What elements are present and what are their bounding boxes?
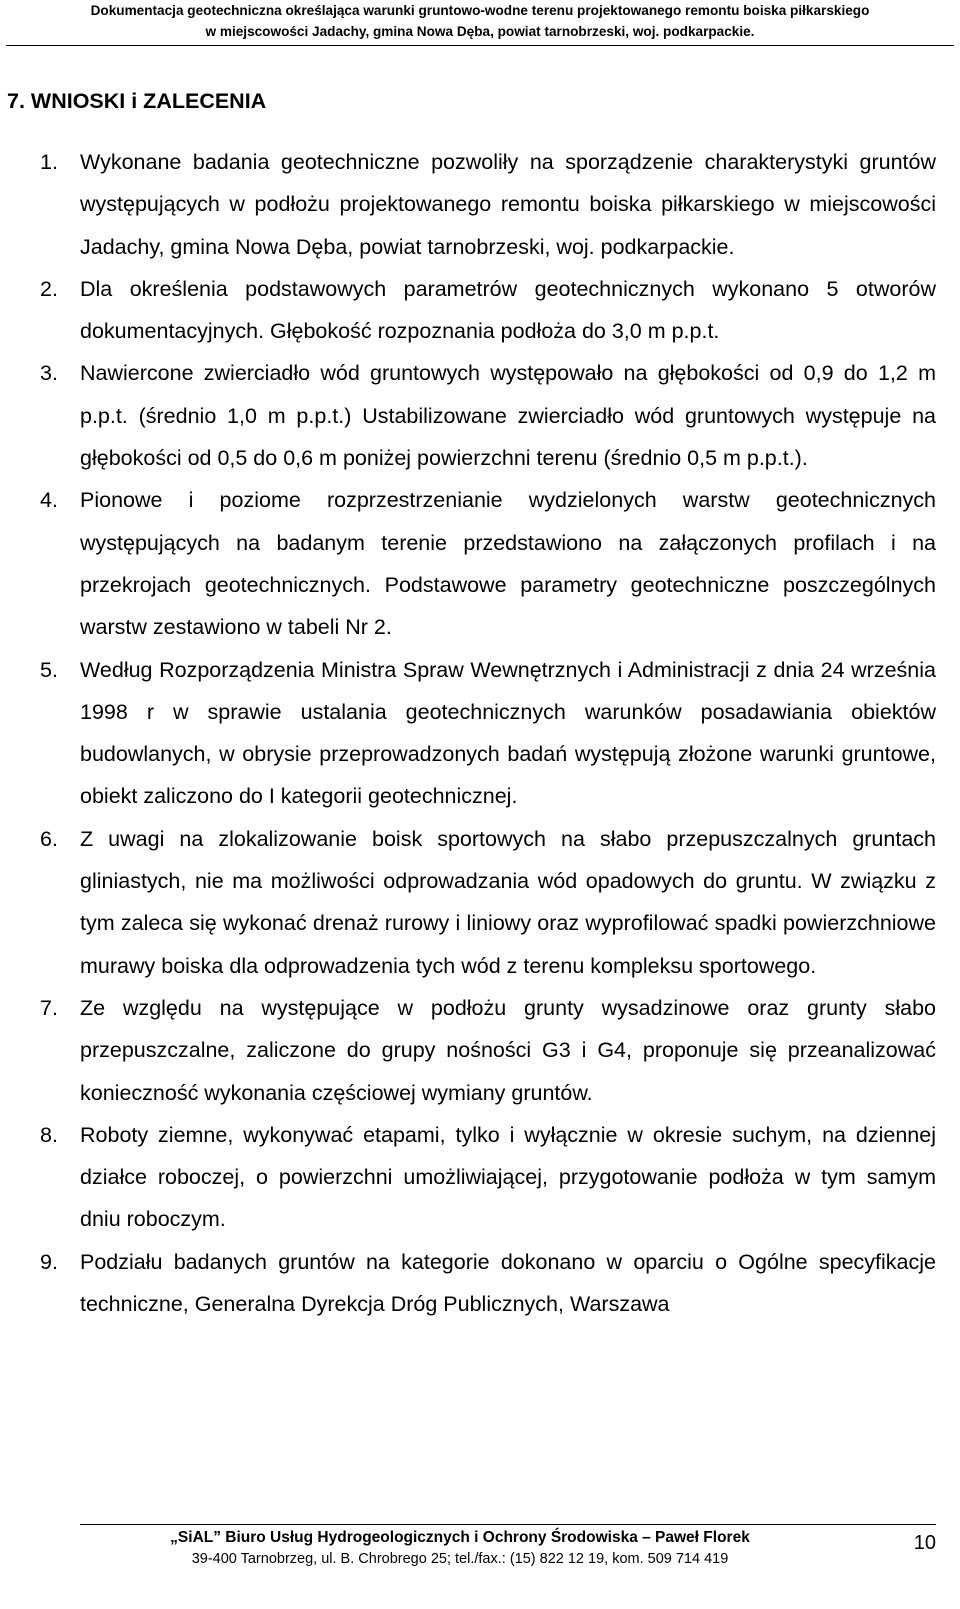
list-item-2 <box>0 268 936 353</box>
list-item-6 <box>0 818 936 987</box>
item-number: 5. <box>40 657 58 682</box>
page-header <box>0 0 960 48</box>
item-text: Roboty ziemne, wykonywać etapami, tylko i wyłącznie w okresie suchym, na dziennej działce roboczej, o powierzchni umożliwiającej, przygotowanie podłoża w tym samym dniu roboczym. <box>80 1122 936 1232</box>
item-text: Pionowe i poziome rozprzestrzenianie wydzielonych warstw geotechnicznych występujących na badanym terenie przedstawiono na załączonych profilach i na przekrojach geotechnicznych. Podstawowe parametry geotechniczne poszczególnych warstw zestawiono w tabeli Nr 2. <box>80 488 936 640</box>
page-number: 10 <box>913 1532 936 1554</box>
item-text: Dla określenia podstawowych parametrów geotechnicznych wykonano 5 otworów dokumentacyjnych. Głębokość rozpoznania podłoża do 3,0 m p.p.t. <box>80 276 936 344</box>
conclusions-list <box>0 141 960 1325</box>
item-text: Nawiercone zwierciadło wód gruntowych występowało na głębokości od 0,9 do 1,2 m p.p.t. (średnio 1,0 m p.p.t.) Ustabilizowane zwierciadło wód gruntowych występuje na głębokości od 0,5 do 0,6 m poniżej powierzchni terenu (średnio 0,5 m p.p.t.). <box>80 361 936 471</box>
list-item-9 <box>0 1241 936 1326</box>
item-text: Według Rozporządzenia Ministra Spraw Wewnętrznych i Administracji z dnia 24 września 1998 r w sprawie ustalania geotechnicznych warunków posadawiania obiektów budowlanych, w obrysie przeprowadzonych badań występują złożone warunki gruntowe, obiekt zaliczono do I kategorii geotechnicznej. <box>80 657 936 809</box>
header-line-2: w miejscowości Jadachy, gmina Nowa Dęba, powiat tarnobrzeski, woj. podkarpackie. <box>205 24 755 39</box>
list-item-5 <box>0 649 936 818</box>
item-text: Podziału badanych gruntów na kategorie dokonano w oparciu o Ogólne specyfikacje techniczne, Generalna Dyrekcja Dróg Publicznych, Warszawa <box>80 1249 936 1317</box>
item-text: Ze względu na występujące w podłożu grunty wysadzinowe oraz grunty słabo przepuszczalne, zaliczone do grupy nośności G3 i G4, proponuje się przeanalizować konieczność wykonania częściowej wymiany gruntów. <box>80 995 936 1105</box>
footer-company: „SiAL” Biuro Usług Hydrogeologicznych i Ochrony Środowiska – Paweł Florek <box>170 1529 750 1546</box>
item-number: 8. <box>40 1122 58 1147</box>
list-item-4 <box>0 479 936 648</box>
item-number: 3. <box>40 361 58 386</box>
item-number: 9. <box>40 1249 58 1274</box>
list-item-8 <box>0 1114 936 1241</box>
item-text: Wykonane badania geotechniczne pozwoliły na sporządzenie charakterystyki gruntów występujących w podłożu projektowanego remontu boiska piłkarskiego w miejscowości Jadachy, gmina Nowa Dęba, powiat tarnobrzeski, woj. podkarpackie. <box>80 150 936 259</box>
item-number: 2. <box>40 276 58 301</box>
item-number: 6. <box>40 826 58 851</box>
list-item-1 <box>0 141 936 268</box>
section-title: 7. WNIOSKI i ZALECENIA <box>7 89 267 113</box>
list-item-7 <box>0 987 936 1114</box>
header-rule <box>6 45 954 46</box>
footer-address: 39-400 Tarnobrzeg, ul. B. Chrobrego 25; tel./fax.: (15) 822 12 19, kom. 509 714 419 <box>191 1551 729 1567</box>
item-number: 4. <box>40 488 58 513</box>
footer-rule <box>80 1524 936 1525</box>
header-line-1: Dokumentacja geotechniczna określająca warunki gruntowo-wodne terenu projektowanego remontu boiska piłkarskiego <box>90 3 870 18</box>
item-text: Z uwagi na zlokalizowanie boisk sportowych na słabo przepuszczalnych gruntach gliniastych, nie ma możliwości odprowadzania wód opadowych do gruntu. W związku z tym zaleca się wykonać drenaż rurowy i liniowy oraz wyprofilować spadki powierzchniowe murawy boiska dla odprowadzenia tych wód z terenu kompleksu sportowego. <box>80 826 936 978</box>
page-footer <box>0 1522 960 1609</box>
list-item-3 <box>0 352 936 479</box>
item-number: 1. <box>40 150 58 174</box>
item-number: 7. <box>40 995 58 1020</box>
